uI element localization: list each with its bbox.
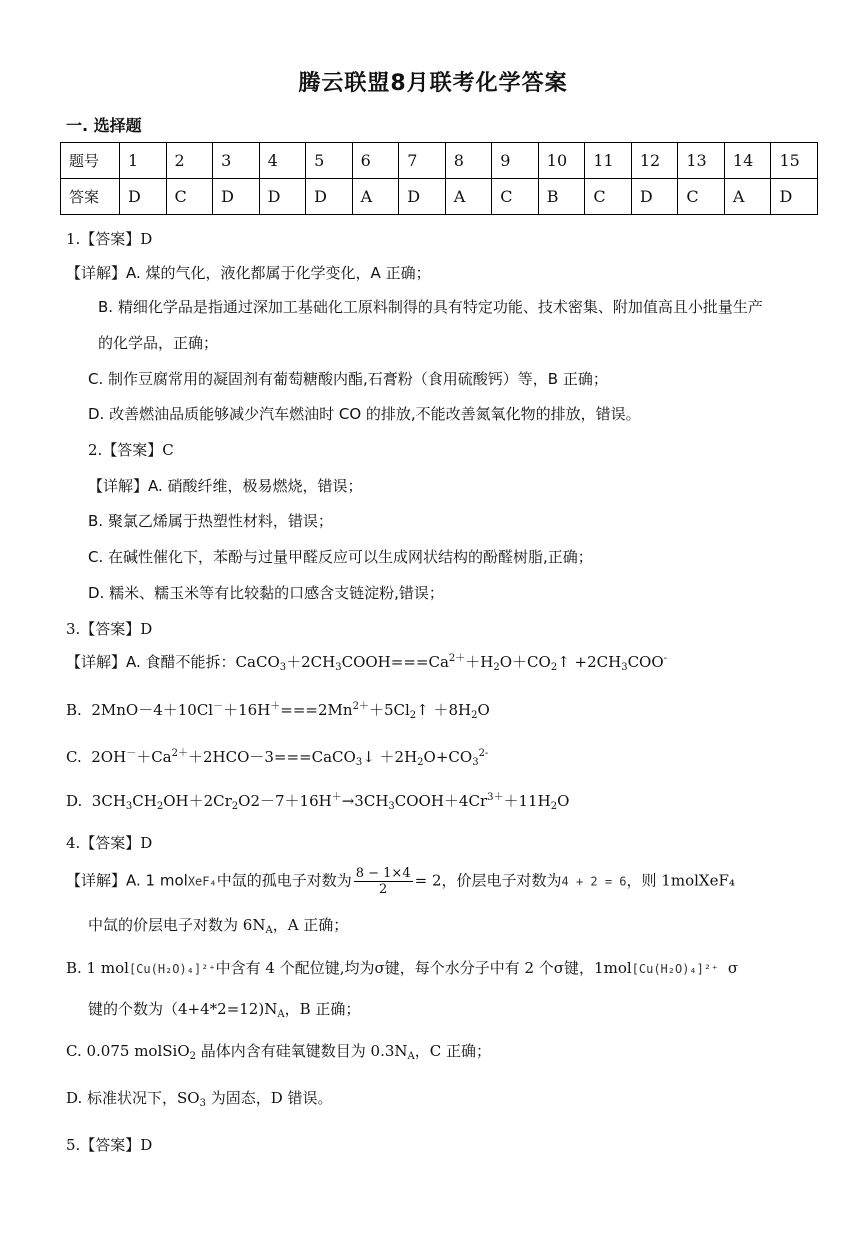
answer-table [60, 142, 818, 215]
table-row [61, 179, 818, 215]
table-cell: 15 [771, 143, 818, 179]
table-cell: C [585, 179, 632, 215]
table-cell: C [678, 179, 725, 215]
table-cell: 13 [678, 143, 725, 179]
section-heading: 一. 选择题 [66, 116, 142, 135]
table-cell: 7 [399, 143, 446, 179]
q1-detail-d: D. 改善燃油品质能够减少汽车燃油时 CO 的排放,不能改善氮氧化物的排放，错误。 [88, 405, 641, 423]
q1-detail-c: C. 制作豆腐常用的凝固剂有葡萄糖酸内酯,石膏粉（食用硫酸钙）等，B 正确； [88, 370, 608, 388]
table-cell: B [538, 179, 585, 215]
q2-detail-d: D. 糯米、糯玉米等有比较黏的口感含支链淀粉,错误； [88, 584, 444, 602]
row-label: 答案 [61, 179, 120, 215]
q3-answer: 3.【答案】D [66, 620, 153, 638]
table-cell: 12 [631, 143, 678, 179]
table-row [61, 143, 818, 179]
table-cell: A [445, 179, 492, 215]
table-cell: 4 [259, 143, 306, 179]
table-cell: A [352, 179, 399, 215]
q4-detail-a: 【详解】A. 1 molXeF₄中氙的孤电子对数为 $\frac{8 - 1\times 4}{2}$ = 2，价层电子对数为4 + 2 = 6，则 1molXeF₄ [66, 866, 735, 897]
table-cell: D [306, 179, 353, 215]
q1-detail-a: 【详解】A. 煤的气化，液化都属于化学变化，A 正确； [66, 264, 431, 282]
table-cell: 2 [166, 143, 213, 179]
q2-answer: 2.【答案】C [88, 441, 174, 459]
table-cell: A [724, 179, 771, 215]
page-title: 腾云联盟8月联考化学答案 [298, 71, 568, 96]
q4-detail-b-cont: 键的个数为$(4+4*2=12)N_A$，B 正确； [88, 1000, 361, 1020]
q3-detail-a: 【详解】A. 食醋不能拆：$CaCO_3+2CH_3COOH===Ca^{2+}+H_2O+CO_2↑ +2CH_3COO^-$ [66, 653, 668, 673]
table-cell: C [492, 179, 539, 215]
table-cell: C [166, 179, 213, 215]
q2-detail-c: C. 在碱性催化下，苯酚与过量甲醛反应可以生成网状结构的酚醛树脂,正确； [88, 548, 593, 566]
table-cell: D [631, 179, 678, 215]
table-cell: 1 [120, 143, 167, 179]
cu-complex-formula: [Cu(H₂O)₄]²⁺ [128, 962, 216, 976]
q1-answer: 1.【答案】D [66, 230, 153, 248]
table-cell: 5 [306, 143, 353, 179]
table-cell: D [120, 179, 167, 215]
table-cell: D [399, 179, 446, 215]
table-cell: D [213, 179, 260, 215]
table-cell: 3 [213, 143, 260, 179]
q4-detail-a-cont: 中氙的价层电子对数为 $6N_A$，A 正确； [88, 916, 349, 936]
table-cell: 10 [538, 143, 585, 179]
table-cell: D [771, 179, 818, 215]
table-cell: 8 [445, 143, 492, 179]
q4-detail-b: B. 1 mol[Cu(H₂O)₄]²⁺中含有 4 个配位键,均为σ键，每个水分子中有 2 个σ键，1mol[Cu(H₂O)₄]²⁺ σ [66, 959, 739, 977]
table-cell: 14 [724, 143, 771, 179]
table-cell: 9 [492, 143, 539, 179]
q4-detail-c: C. 0.075 molSiO$_2$ 晶体内含有硅氧键数目为 $0.3N_A$，C 正确； [66, 1042, 492, 1062]
q3-detail-d: D. $3CH_3CH_2OH+2Cr_2O2-7+16H^+\to 3CH_3COOH+4Cr^{3+}+11H_2O$ [66, 792, 570, 812]
q2-detail-b: B. 聚氯乙烯属于热塑性材料，错误； [88, 512, 333, 530]
table-cell: 11 [585, 143, 632, 179]
q4-answer: 4.【答案】D [66, 834, 153, 852]
q1-detail-b-cont: 的化学品，正确； [98, 334, 219, 352]
q3-detail-b: B. $2MnO-4+10Cl^-+16H^+===2Mn^{2+}+5Cl_2↑ +8H_2O$ [66, 701, 490, 721]
fraction: $\frac{8 - 1\times 4}{2}$ [355, 866, 411, 897]
q3-detail-c: C. $2OH^-+Ca^{2+}+2HCO-3===CaCO_3↓ +2H_2O+CO_3^{2-}$ [66, 748, 489, 768]
q1-detail-b: B. 精细化学品是指通过深加工基础化工原料制得的具有特定功能、技术密集、附加值高且小批量生产 [98, 298, 763, 316]
xef4-formula: XeF₄ [187, 874, 217, 889]
q5-answer: 5.【答案】D [66, 1136, 153, 1154]
table-cell: D [259, 179, 306, 215]
table-cell: 6 [352, 143, 399, 179]
row-label: 题号 [61, 143, 120, 179]
q4-detail-d: D. 标准状况下，$SO_3$ 为固态，D 错误。 [66, 1089, 333, 1109]
q2-detail-a: 【详解】A. 硝酸纤维，极易燃烧，错误； [88, 477, 363, 495]
